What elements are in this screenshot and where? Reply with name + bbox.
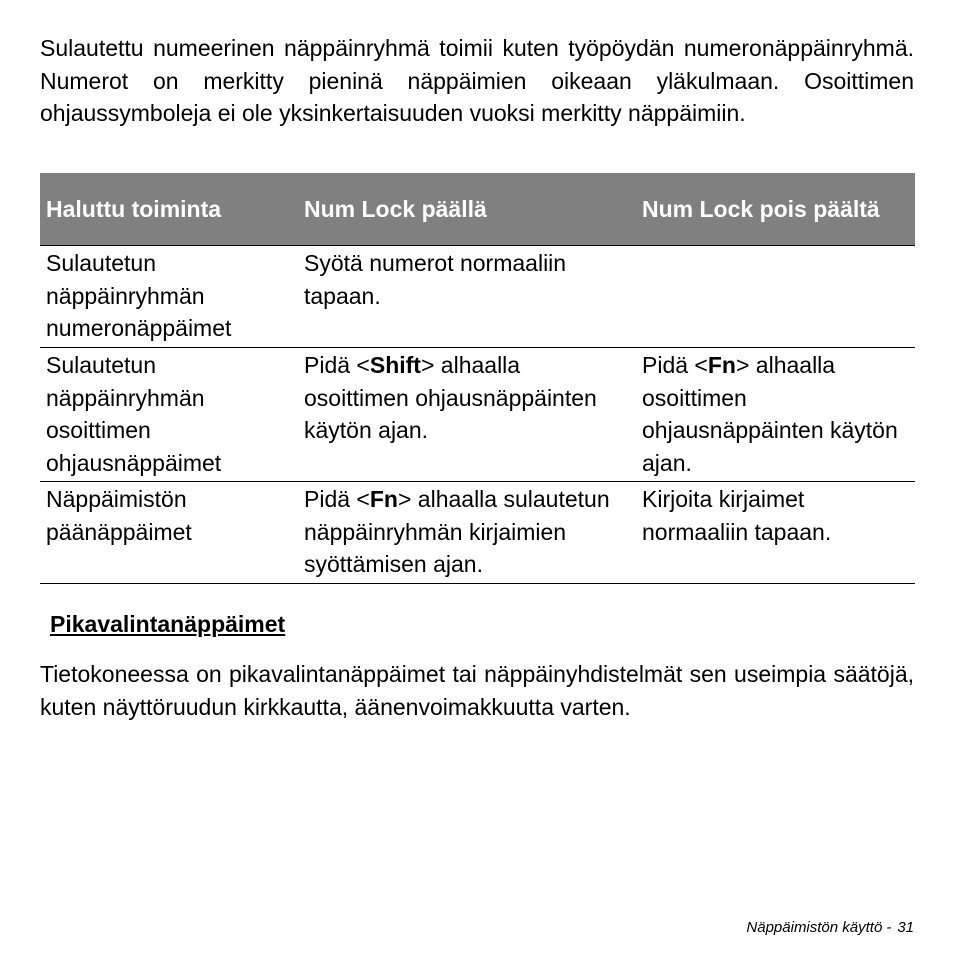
cell-numlock-off: Pidä <Fn> alhaalla osoittimen ohjausnäppäinten käytön ajan. — [636, 348, 915, 482]
table-row — [40, 348, 915, 482]
cell-action: Näppäimistön päänäppäimet — [40, 482, 298, 584]
cell-numlock-off — [636, 246, 915, 348]
key-shift: Shift — [369, 352, 421, 378]
table-row — [40, 482, 915, 584]
cell-numlock-on: Pidä <Shift> alhaalla osoittimen ohjausnäppäinten käytön ajan. — [298, 348, 636, 482]
page-footer — [746, 919, 914, 936]
cell-numlock-on: Pidä <Fn> alhaalla sulautetun näppäinryhmän kirjaimien syöttämisen ajan. — [298, 482, 636, 584]
footer-title: Näppäimistön käyttö — [746, 919, 883, 936]
cell-numlock-on: Syötä numerot normaaliin tapaan. — [298, 246, 636, 348]
section-paragraph: Tietokoneessa on pikavalintanäppäimet tai näppäinyhdistelmät sen useimpia säätöjä, kuten näyttöruudun kirkkautta, äänenvoimakkuutta varten. — [40, 661, 914, 720]
intro-paragraph: Sulautettu numeerinen näppäinryhmä toimii kuten työpöydän numeronäppäinryhmä. Numerot on merkitty pieninä näppäimien oikeaan yläkulmaan. Osoittimen ohjaussymboleja ei ole yksinkertaisuuden vuoksi merkitty näppäimiin. — [40, 35, 914, 126]
header-numlock-off: Num Lock pois päältä — [636, 173, 915, 246]
header-action: Haluttu toiminta — [40, 173, 298, 246]
key-fn: Fn — [369, 486, 398, 512]
page-number: 31 — [897, 919, 914, 936]
section-heading: Pikavalintanäppäimet — [50, 611, 286, 637]
key-fn: Fn — [707, 352, 736, 378]
table-row — [40, 246, 915, 348]
cell-action: Sulautetun näppäinryhmän numeronäppäimet — [40, 246, 298, 348]
numlock-table — [40, 173, 915, 584]
table-header-row — [40, 173, 915, 246]
cell-numlock-off: Kirjoita kirjaimet normaaliin tapaan. — [636, 482, 915, 584]
cell-action: Sulautetun näppäinryhmän osoittimen ohjausnäppäimet — [40, 348, 298, 482]
header-numlock-on: Num Lock päällä — [298, 173, 636, 246]
footer-separator: - — [886, 919, 892, 936]
